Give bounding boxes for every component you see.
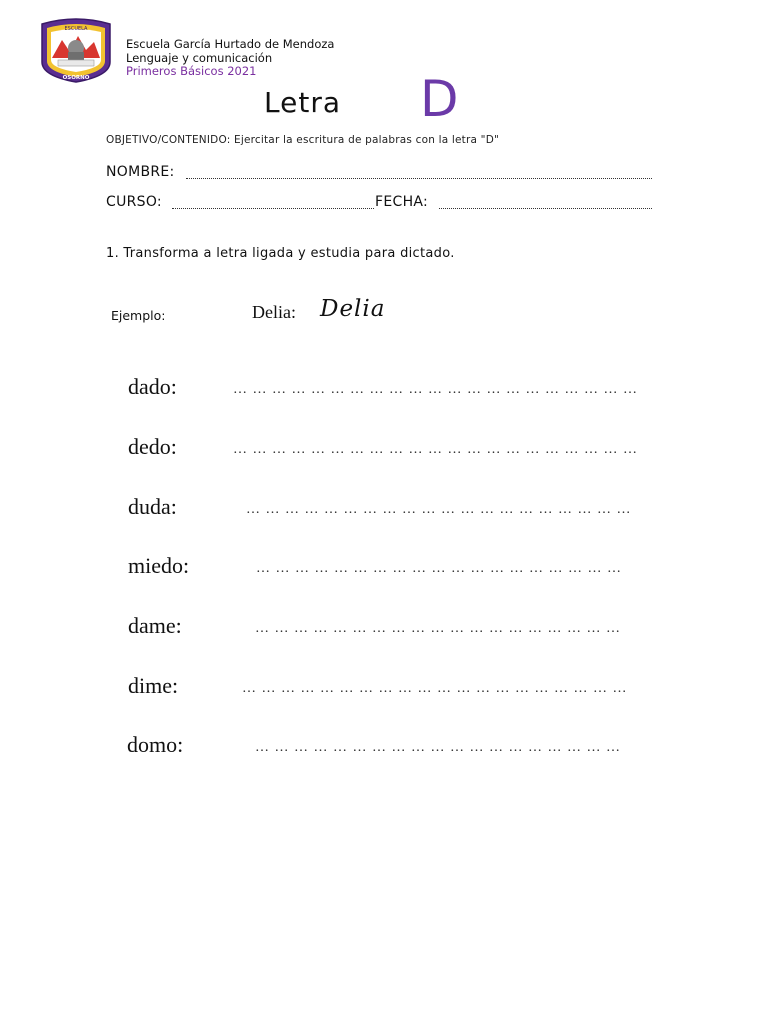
- date-field-line[interactable]: [439, 208, 652, 209]
- exercise-dotted-line[interactable]: … … … … … … … … … … … … … … … … … … … …: [242, 681, 628, 696]
- exercise-word: dedo:: [128, 434, 177, 459]
- exercise-word: dame:: [128, 613, 182, 638]
- name-label: NOMBRE:: [106, 164, 175, 180]
- subject-name: Lenguaje y comunicación: [126, 51, 273, 65]
- exercise-dotted-line[interactable]: … … … … … … … … … … … … … … … … … … …: [255, 740, 621, 755]
- exercise-dotted-line[interactable]: … … … … … … … … … … … … … … … … … … … …: [246, 502, 632, 517]
- logo-text-top: ESCUELA: [64, 26, 88, 32]
- exercise-dotted-line[interactable]: … … … … … … … … … … … … … … … … … … …: [256, 561, 622, 576]
- exercise-word: dime:: [128, 673, 179, 698]
- instruction-text: 1. Transforma a letra ligada y estudia para dictado.: [106, 246, 455, 261]
- exercise-word: miedo:: [128, 553, 190, 578]
- page-title-word: Letra: [264, 86, 341, 119]
- school-name: Escuela García Hurtado de Mendoza: [126, 37, 335, 51]
- exercise-dotted-line[interactable]: … … … … … … … … … … … … … … … … … … …: [255, 621, 621, 636]
- example-word: Delia:: [252, 302, 296, 322]
- course-year: Primeros Básicos 2021: [126, 64, 257, 78]
- logo-text-bottom: OSORNO: [62, 75, 90, 81]
- exercise-word: domo:: [127, 732, 184, 757]
- page-title-letter: D: [420, 70, 459, 128]
- exercise-word: duda:: [128, 494, 177, 519]
- exercise-dotted-line[interactable]: … … … … … … … … … … … … … … … … … … … … …: [233, 442, 638, 457]
- example-label: Ejemplo:: [111, 308, 166, 323]
- example-cursive-word: Delia: [320, 296, 386, 322]
- school-logo: [38, 18, 114, 84]
- exercise-word: dado:: [128, 374, 177, 399]
- course-label: CURSO:: [106, 194, 162, 210]
- objective-text: OBJETIVO/CONTENIDO: Ejercitar la escritura de palabras con la letra "D": [106, 134, 500, 146]
- exercise-dotted-line[interactable]: … … … … … … … … … … … … … … … … … … … … …: [233, 382, 638, 397]
- school-crest-icon: [38, 18, 114, 84]
- course-field-line[interactable]: [172, 208, 374, 209]
- name-field-line[interactable]: [186, 178, 652, 179]
- date-label: FECHA:: [375, 194, 429, 210]
